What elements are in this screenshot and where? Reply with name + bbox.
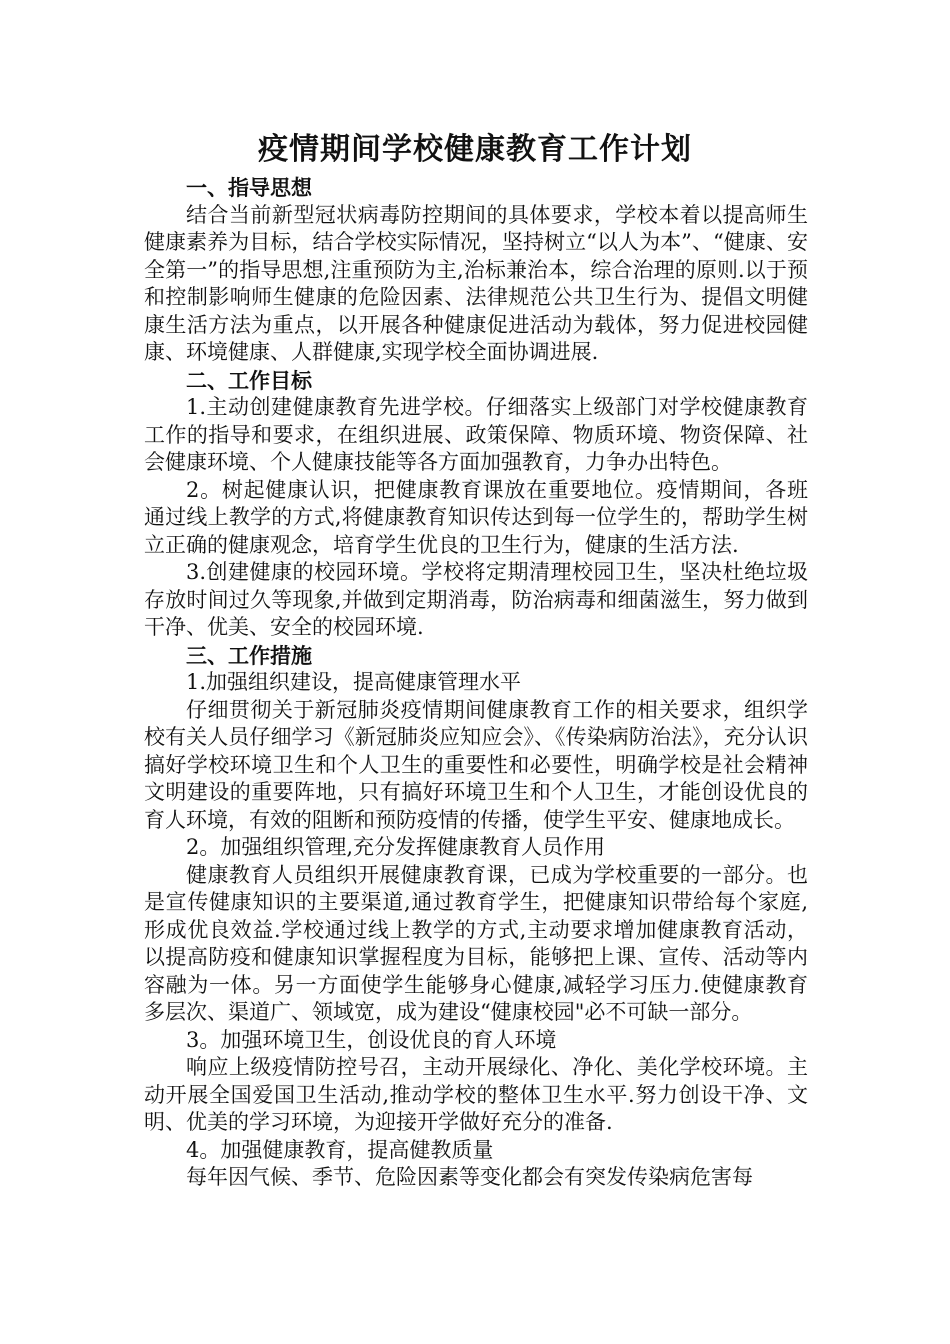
paragraph: 仔细贯彻关于新冠肺炎疫情期间健康教育工作的相关要求，组织学校有关人员仔细学习《新冠肺炎应知应会》、《传染病防治法》，充分认识搞好学校环境卫生和个人卫生的重要性和必要性，明确学校是社会精神文明建设的重要阵地，只有搞好环境卫生和个人卫生，才能创设优良的育人环境，有效的阻断和预防疫情的传播，使学生平安、健康地成长。 xyxy=(144,697,808,832)
subheading: 2。加强组织管理,充分发挥健康教育人员作用 xyxy=(186,835,606,859)
subheading: 4。加强健康教育，提高健教质量 xyxy=(186,1137,494,1162)
paragraph: 响应上级疫情防控号召，主动开展绿化、净化、美化学校环境。主动开展全国爱国卫生活动,推动学校的整体卫生水平.努力创设干净、文明、优美的学习环境，为迎接开学做好充分的准备. xyxy=(144,1055,808,1134)
paragraph: 每年因气候、季节、危险因素等变化都会有突发传染病危害每 xyxy=(186,1165,753,1189)
section-heading-guiding-ideology: 一、指导思想 xyxy=(186,175,312,200)
section-heading-work-measures: 三、工作措施 xyxy=(186,642,312,668)
section-heading-work-goals: 二、工作目标 xyxy=(186,367,312,393)
paragraph: 1.主动创建健康教育先进学校。仔细落实上级部门对学校健康教育工作的指导和要求，在组织进展、政策保障、物质环境、物资保障、社会健康环境、个人健康技能等各方面加强教育，力争办出特色。 xyxy=(144,395,808,474)
paragraph: 2。树起健康认识，把健康教育课放在重要地位。疫情期间，各班通过线上教学的方式,将健康教育知识传达到每一位学生的，帮助学生树立正确的健康观念，培育学生优良的卫生行为，健康的生活方法. xyxy=(144,477,808,557)
subheading: 3。加强环境卫生，创设优良的育人环境 xyxy=(186,1027,557,1052)
paragraph: 结合当前新型冠状病毒防控期间的具体要求，学校本着以提高师生健康素养为目标，结合学校实际情况，坚持树立“以人为本”、“健康、安全第一”的指导思想,注重预防为主,治标兼治本，综合治理的原则.以于预和控制影响师生健康的危险因素、法律规范公共卫生行为、提倡文明健康生活方法为重点，以开展各种健康促进活动为载体，努力促进校园健康、环境健康、人群健康,实现学校全面协调进展. xyxy=(144,202,808,364)
paragraph: 3.创建健康的校园环境。学校将定期清理校园卫生，坚决杜绝垃圾存放时间过久等现象,并做到定期消毒，防治病毒和细菌滋生，努力做到干净、优美、安全的校园环境. xyxy=(144,560,808,639)
document-title: 疫情期间学校健康教育工作计划 xyxy=(258,132,692,167)
document-body xyxy=(144,174,808,1192)
subheading: 1.加强组织建设，提高健康管理水平 xyxy=(186,670,522,694)
paragraph: 健康教育人员组织开展健康教育课，已成为学校重要的一部分。也是宣传健康知识的主要渠道,通过教育学生，把健康知识带给每个家庭,形成优良效益.学校通过线上教学的方式,主动要求增加健康教育活动，以提高防疫和健康知识掌握程度为目标，能够把上课、宣传、活动等内容融为一体。另一方面使学生能够身心健康,减轻学习压力.使健康教育多层次、渠道广、领域宽，成为建设“健康校园"必不可缺一部分。 xyxy=(144,862,808,1024)
